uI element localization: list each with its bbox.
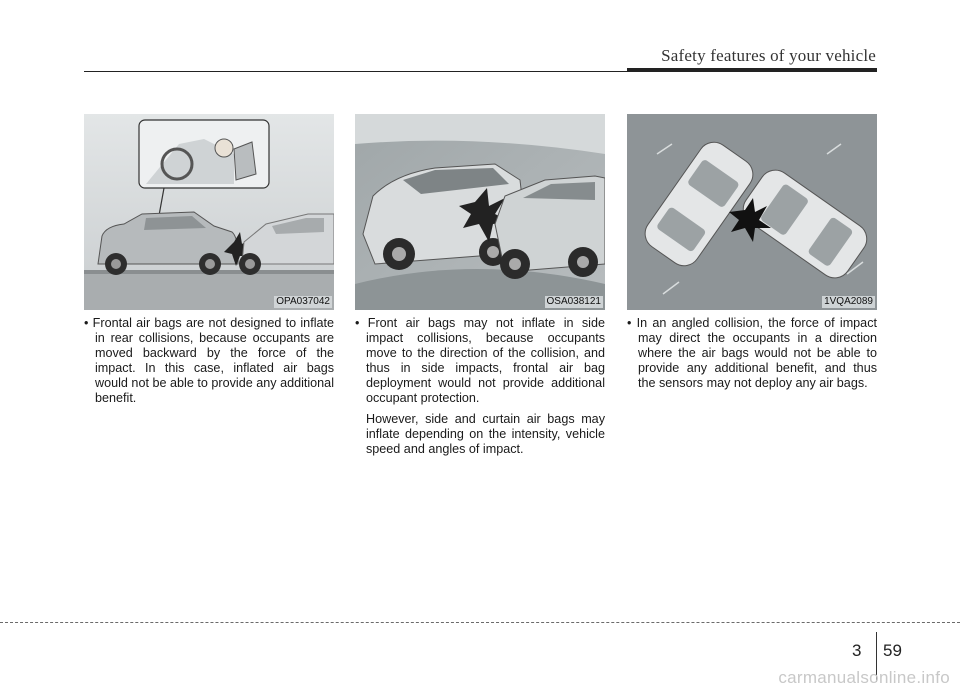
page-number: 59	[883, 641, 902, 660]
bullet-paragraph: • In an angled collision, the force of impact may direct the occupants in a direction where the air bags would not be able to provide any additional benefit, and thus the sensors may not deploy any air bags.	[627, 316, 877, 390]
angled-collision-illustration	[627, 114, 877, 310]
sub-paragraph: However, side and curtain air bags may inflate depending on the intensity, vehicle speed and angles of impact.	[366, 412, 605, 456]
column-rear-collision	[84, 316, 334, 406]
side-collision-illustration	[355, 114, 605, 310]
figure-code: OPA037042	[276, 296, 330, 307]
figure-rear-collision	[84, 114, 334, 310]
watermark: carmanualsonline.info	[778, 668, 950, 687]
figure-code: OSA038121	[546, 296, 601, 307]
footer-rule	[0, 622, 960, 623]
figure-side-collision	[355, 114, 605, 310]
chapter-number: 3	[852, 641, 862, 660]
column-angled-collision	[627, 316, 877, 391]
bullet-paragraph: • Front air bags may not inflate in side impact collisions, because occupants move to the direction of the collision, and thus in side impacts, frontal air bag deployment would not provide additional occupant protection.	[355, 316, 605, 405]
figure-code: 1VQA2089	[824, 296, 873, 307]
figure-angled-collision	[627, 114, 877, 310]
rear-collision-illustration	[84, 114, 334, 310]
section-title: Safety features of your vehicle	[661, 46, 876, 65]
header-rule	[84, 71, 877, 72]
bullet-paragraph: • Frontal air bags are not designed to inflate in rear collisions, because occupants are moved backward by the force of the impact. In this case, inflated air bags would not be able to provide any additional benefit.	[84, 316, 334, 405]
column-side-collision	[355, 316, 605, 457]
